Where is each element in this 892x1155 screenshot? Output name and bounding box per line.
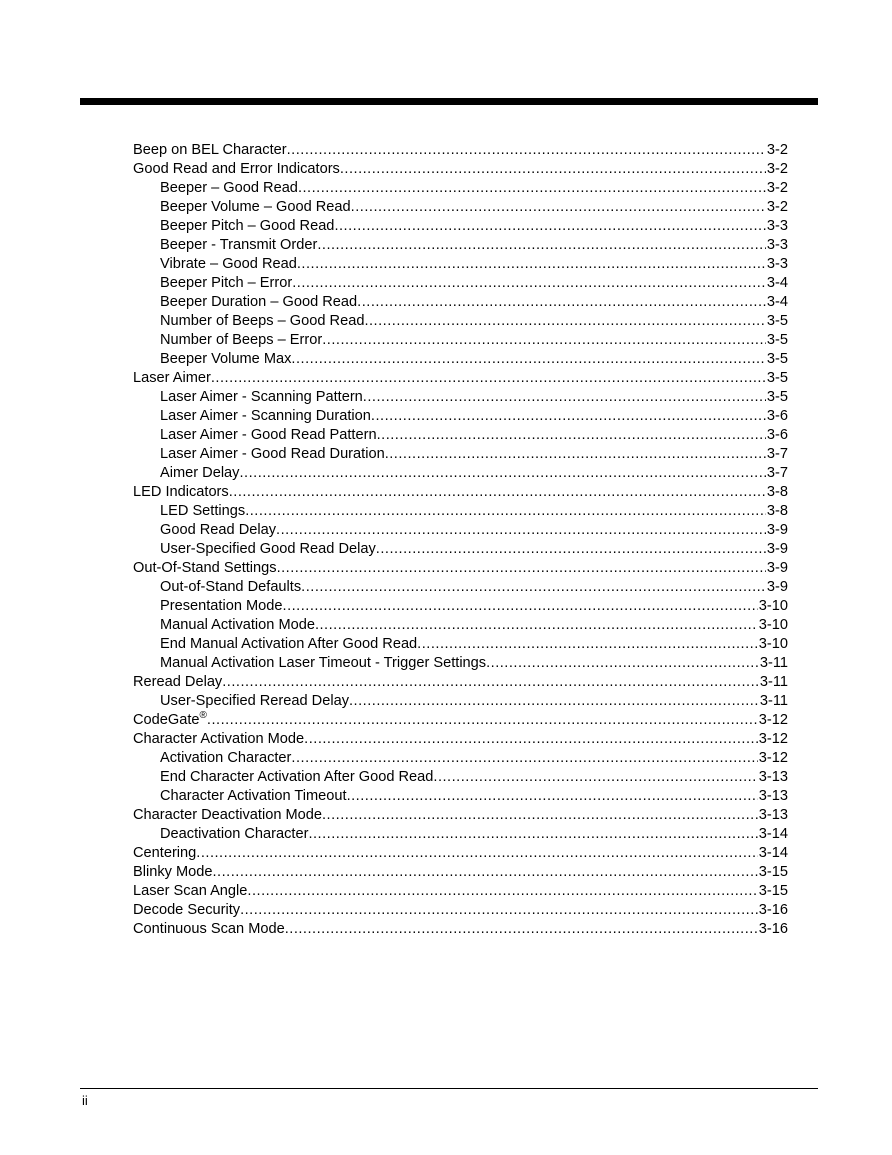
toc-entry[interactable]	[133, 521, 788, 540]
toc-entry[interactable]	[133, 502, 788, 521]
dot-leader	[287, 141, 766, 160]
dot-leader	[417, 635, 758, 654]
toc-entry-title: Presentation Mode	[160, 598, 283, 614]
toc-entry[interactable]	[133, 445, 788, 464]
toc-entry-page: 3-7	[766, 446, 788, 462]
toc-entry-title: End Manual Activation After Good Read	[160, 636, 418, 652]
dot-leader	[351, 198, 766, 217]
toc-entry[interactable]	[133, 673, 788, 692]
toc-entry[interactable]	[133, 901, 788, 920]
toc-entry-title: Laser Aimer - Good Read Duration	[160, 446, 385, 462]
toc-entry[interactable]	[133, 578, 788, 597]
toc-entry[interactable]	[133, 559, 788, 578]
dot-leader	[317, 236, 766, 255]
toc-entry[interactable]	[133, 426, 788, 445]
toc-entry-page: 3-9	[766, 579, 788, 595]
dot-leader	[285, 920, 758, 939]
toc-entry[interactable]	[133, 464, 788, 483]
toc-entry-title: Beeper – Good Read	[160, 180, 298, 196]
toc-entry-title: Laser Aimer - Scanning Duration	[160, 408, 371, 424]
toc-entry-page: 3-2	[766, 142, 788, 158]
toc-entry-title: Vibrate – Good Read	[160, 256, 297, 272]
toc-entry-page: 3-13	[758, 807, 788, 823]
dot-leader	[211, 369, 766, 388]
dot-leader	[322, 806, 758, 825]
toc-entry-title: Beep on BEL Character	[133, 142, 287, 158]
toc-entry-title: LED Settings	[160, 503, 246, 519]
toc-entry[interactable]	[133, 255, 788, 274]
dot-leader	[315, 616, 758, 635]
toc-entry-page: 3-5	[766, 389, 788, 405]
toc-entry-page: 3-15	[758, 883, 788, 899]
dot-leader	[308, 825, 757, 844]
registered-mark: ®	[199, 710, 207, 721]
dot-leader	[322, 331, 766, 350]
dot-leader	[291, 749, 757, 768]
toc-entry-page: 3-4	[766, 294, 788, 310]
toc-entry[interactable]	[133, 407, 788, 426]
toc-entry-page: 3-2	[766, 180, 788, 196]
footer-page-number: ii	[82, 1093, 88, 1108]
toc-entry[interactable]	[133, 274, 788, 293]
toc-entry-title: Good Read Delay	[160, 522, 277, 538]
dot-leader	[301, 578, 766, 597]
dot-leader	[239, 464, 765, 483]
toc-entry[interactable]	[133, 882, 788, 901]
dot-leader	[376, 540, 766, 559]
toc-entry[interactable]	[133, 635, 788, 654]
toc-entry-page: 3-2	[766, 161, 788, 177]
toc-entry-page: 3-9	[766, 560, 788, 576]
toc-entry[interactable]	[133, 141, 788, 160]
toc-entry-page: 3-5	[766, 351, 788, 367]
dot-leader	[207, 711, 758, 730]
toc-entry-title: User-Specified Reread Delay	[160, 693, 349, 709]
toc-entry-page: 3-11	[759, 693, 788, 709]
toc-entry[interactable]	[133, 331, 788, 350]
toc-entry-title: Good Read and Error Indicators	[133, 161, 340, 177]
toc-entry[interactable]	[133, 749, 788, 768]
toc-entry-title: LED Indicators	[133, 484, 229, 500]
toc-entry[interactable]	[133, 217, 788, 236]
dot-leader	[385, 445, 766, 464]
toc-entry-page: 3-3	[766, 256, 788, 272]
toc-entry-page: 3-12	[758, 750, 788, 766]
toc-entry[interactable]	[133, 806, 788, 825]
toc-entry-page: 3-10	[758, 598, 788, 614]
toc-entry[interactable]	[133, 236, 788, 255]
toc-entry[interactable]	[133, 730, 788, 749]
dot-leader	[292, 274, 766, 293]
toc-entry-title: Character Deactivation Mode	[133, 807, 322, 823]
toc-entry[interactable]	[133, 844, 788, 863]
toc-entry-title: Aimer Delay	[160, 465, 240, 481]
dot-leader	[276, 521, 766, 540]
toc-entry-title: Continuous Scan Mode	[133, 921, 285, 937]
toc-entry-title: User-Specified Good Read Delay	[160, 541, 376, 557]
toc-entry-title: Laser Scan Angle	[133, 883, 248, 899]
toc-entry-page: 3-8	[766, 503, 788, 519]
toc-entry-title: Decode Security	[133, 902, 241, 918]
toc-entry[interactable]	[133, 198, 788, 217]
toc-entry-title: Character Activation Mode	[133, 731, 305, 747]
toc-entry-page: 3-15	[758, 864, 788, 880]
toc-entry[interactable]	[133, 369, 788, 388]
toc-entry-page: 3-11	[759, 674, 788, 690]
dot-leader	[340, 160, 766, 179]
toc-entry[interactable]	[133, 597, 788, 616]
toc-entry[interactable]	[133, 350, 788, 369]
toc-entry-page: 3-9	[766, 522, 788, 538]
toc-entry-page: 3-11	[759, 655, 788, 671]
toc-entry[interactable]	[133, 863, 788, 882]
dot-leader	[297, 255, 766, 274]
dot-leader	[298, 179, 766, 198]
toc-entry-title: Manual Activation Laser Timeout - Trigger Settings	[160, 655, 487, 671]
toc-entry-page: 3-2	[766, 199, 788, 215]
toc-entry-page: 3-8	[766, 484, 788, 500]
toc-entry-title: Blinky Mode	[133, 864, 213, 880]
toc-entry[interactable]	[133, 654, 788, 673]
toc-entry-title: Manual Activation Mode	[160, 617, 315, 633]
toc-entry-title: Deactivation Character	[160, 826, 309, 842]
toc-entry-page: 3-16	[758, 921, 788, 937]
toc-entry-page: 3-16	[758, 902, 788, 918]
dot-leader	[349, 692, 759, 711]
toc-entry-title: Centering	[133, 845, 197, 861]
toc-entry-page: 3-10	[758, 617, 788, 633]
dot-leader	[283, 597, 758, 616]
dot-leader	[304, 730, 758, 749]
toc-entry-title: Beeper Duration – Good Read	[160, 294, 358, 310]
dot-leader	[277, 559, 766, 578]
dot-leader	[334, 217, 765, 236]
toc-entry[interactable]	[133, 920, 788, 939]
toc-entry-title: Out-Of-Stand Settings	[133, 560, 277, 576]
toc-entry[interactable]	[133, 825, 788, 844]
dot-leader	[347, 787, 758, 806]
dot-leader	[433, 768, 757, 787]
dot-leader	[222, 673, 759, 692]
toc-entry-title: Beeper Pitch – Good Read	[160, 218, 335, 234]
dot-leader	[245, 502, 766, 521]
dot-leader	[213, 863, 758, 882]
toc-entry-page: 3-5	[766, 332, 788, 348]
dot-leader	[291, 350, 765, 369]
toc-entry-title: Number of Beeps – Error	[160, 332, 323, 348]
toc-entry-page: 3-6	[766, 427, 788, 443]
toc-entry-page: 3-12	[758, 712, 788, 728]
dot-leader	[196, 844, 758, 863]
toc-entry-title: Character Activation Timeout	[160, 788, 347, 804]
footer-rule	[80, 1088, 818, 1089]
toc-entry-page: 3-3	[766, 218, 788, 234]
table-of-contents	[133, 141, 788, 939]
toc-entry-title: Beeper Volume Max	[160, 351, 292, 367]
toc-entry-page: 3-14	[758, 845, 788, 861]
toc-entry-title: Reread Delay	[133, 674, 223, 690]
header-rule	[80, 98, 818, 105]
toc-entry-title: Beeper - Transmit Order	[160, 237, 318, 253]
toc-entry-page: 3-10	[758, 636, 788, 652]
toc-entry-title: Activation Character	[160, 750, 292, 766]
toc-entry-title: Laser Aimer - Scanning Pattern	[160, 389, 363, 405]
toc-entry-page: 3-6	[766, 408, 788, 424]
toc-entry[interactable]	[133, 293, 788, 312]
toc-entry[interactable]	[133, 179, 788, 198]
dot-leader	[364, 312, 765, 331]
dot-leader	[363, 388, 766, 407]
dot-leader	[357, 293, 766, 312]
dot-leader	[377, 426, 766, 445]
dot-leader	[486, 654, 759, 673]
toc-entry[interactable]	[133, 388, 788, 407]
toc-entry-title: Laser Aimer	[133, 370, 211, 386]
toc-entry[interactable]	[133, 312, 788, 331]
toc-entry[interactable]	[133, 160, 788, 179]
toc-entry-page: 3-4	[766, 275, 788, 291]
dot-leader	[247, 882, 757, 901]
toc-entry[interactable]	[133, 483, 788, 502]
toc-entry-page: 3-9	[766, 541, 788, 557]
toc-entry[interactable]	[133, 692, 788, 711]
toc-entry-title: Beeper Pitch – Error	[160, 275, 293, 291]
toc-entry[interactable]	[133, 787, 788, 806]
toc-entry-page: 3-5	[766, 370, 788, 386]
toc-entry-page: 3-13	[758, 769, 788, 785]
toc-entry-page: 3-3	[766, 237, 788, 253]
toc-entry-title: Beeper Volume – Good Read	[160, 199, 351, 215]
toc-entry-title: Laser Aimer - Good Read Pattern	[160, 427, 377, 443]
toc-entry-title: End Character Activation After Good Read	[160, 769, 434, 785]
dot-leader	[371, 407, 766, 426]
toc-entry[interactable]	[133, 711, 788, 730]
toc-entry-title: CodeGate®	[133, 710, 207, 728]
toc-entry-title: Number of Beeps – Good Read	[160, 313, 365, 329]
toc-entry-title: Out-of-Stand Defaults	[160, 579, 302, 595]
toc-entry-page: 3-7	[766, 465, 788, 481]
toc-entry-page: 3-13	[758, 788, 788, 804]
dot-leader	[229, 483, 766, 502]
toc-entry-page: 3-12	[758, 731, 788, 747]
dot-leader	[240, 901, 758, 920]
toc-entry[interactable]	[133, 768, 788, 787]
toc-entry[interactable]	[133, 616, 788, 635]
toc-entry[interactable]	[133, 540, 788, 559]
toc-entry-page: 3-14	[758, 826, 788, 842]
toc-entry-page: 3-5	[766, 313, 788, 329]
